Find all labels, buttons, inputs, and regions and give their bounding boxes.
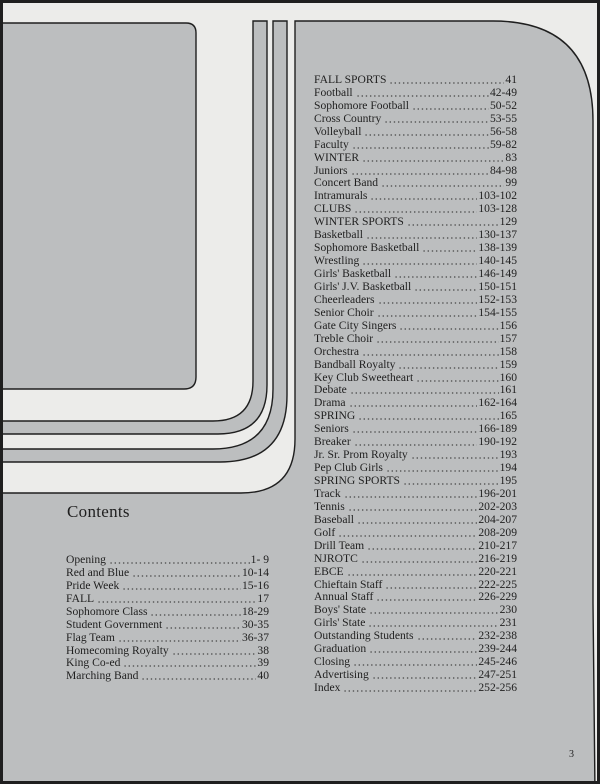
toc-entry — [314, 294, 517, 307]
toc-entry-label: Closing — [314, 655, 351, 669]
contents-list-right — [314, 74, 517, 695]
toc-entry-label: Seniors — [314, 422, 349, 436]
toc-entry-pages: 150-151 — [478, 279, 517, 293]
toc-entry-pages: 195 — [499, 474, 517, 488]
dot-leader — [389, 82, 504, 84]
toc-entry-label: Opening — [66, 552, 106, 566]
toc-entry-label: Orchestra — [314, 344, 360, 358]
toc-entry-pages: 193 — [499, 448, 517, 462]
toc-entry-label: EBCE — [314, 564, 344, 578]
dot-leader — [141, 678, 256, 680]
toc-entry — [314, 74, 517, 87]
page-number: 3 — [569, 749, 574, 760]
toc-entry-pages: 99 — [505, 176, 517, 190]
toc-entry-label: Girls' J.V. Basketball — [314, 279, 412, 293]
toc-entry — [314, 488, 517, 501]
dot-leader — [362, 263, 477, 265]
dot-leader — [364, 134, 488, 136]
dot-leader — [109, 562, 250, 564]
toc-entry-label: Key Club Sweetheart — [314, 370, 414, 384]
dot-leader — [368, 625, 498, 627]
dot-leader — [366, 237, 477, 239]
toc-entry-pages: 39 — [257, 656, 269, 670]
toc-entry — [66, 593, 269, 606]
dot-leader — [347, 574, 478, 576]
toc-entry-pages: 247-251 — [478, 668, 517, 682]
toc-entry-pages: 222-225 — [478, 577, 517, 591]
toc-entry-pages: 1- 9 — [250, 552, 269, 566]
toc-entry-label: Outstanding Students — [314, 629, 414, 643]
toc-entry — [66, 670, 269, 683]
toc-entry — [314, 113, 517, 126]
toc-entry-label: Breaker — [314, 435, 351, 449]
toc-entry-label: Sophomore Basketball — [314, 241, 420, 255]
toc-entry-label: Index — [314, 681, 341, 695]
toc-entry — [314, 359, 517, 372]
toc-entry-pages: 36-37 — [241, 630, 269, 644]
dot-leader — [352, 147, 489, 149]
toc-entry-label: Chieftain Staff — [314, 577, 383, 591]
toc-entry-pages: 53-55 — [489, 111, 517, 125]
dot-leader — [416, 380, 498, 382]
toc-entry-label: Gate City Singers — [314, 318, 397, 332]
toc-entry-pages: 196-201 — [478, 486, 517, 500]
toc-entry-pages: 230 — [499, 603, 517, 617]
toc-entry-label: Bandball Royalty — [314, 357, 396, 371]
toc-entry-label: Red and Blue — [66, 565, 130, 579]
toc-entry-pages: 83 — [505, 150, 517, 164]
toc-entry-label: Basketball — [314, 228, 363, 242]
toc-entry-pages: 190-192 — [478, 435, 517, 449]
toc-entry-pages: 165 — [499, 409, 517, 423]
dot-leader — [361, 561, 478, 563]
toc-entry-label: Annual Staff — [314, 590, 374, 604]
dot-leader — [399, 328, 498, 330]
dot-leader — [417, 638, 478, 640]
toc-entry-pages: 202-203 — [478, 499, 517, 513]
toc-entry-label: Graduation — [314, 642, 367, 656]
toc-entry-label: Marching Band — [66, 669, 139, 683]
toc-entry-label: Tennis — [314, 499, 345, 513]
dot-leader — [343, 690, 477, 692]
toc-entry-label: Boys' State — [314, 603, 367, 617]
dot-leader — [344, 496, 478, 498]
toc-entry — [66, 619, 269, 632]
dot-leader — [352, 431, 478, 433]
dot-leader — [385, 587, 477, 589]
toc-entry-pages: 30-35 — [241, 617, 269, 631]
toc-entry — [66, 606, 269, 619]
dot-leader — [350, 392, 499, 394]
toc-entry-pages: 220-221 — [478, 564, 517, 578]
toc-entry-label: WINTER SPORTS — [314, 215, 404, 229]
dot-leader — [377, 315, 478, 317]
toc-entry-label: Advertising — [314, 668, 369, 682]
dot-leader — [354, 211, 477, 213]
toc-entry — [314, 514, 517, 527]
toc-entry-pages: 158 — [499, 344, 517, 358]
toc-entry-label: Track — [314, 486, 341, 500]
toc-entry-label: FALL SPORTS — [314, 72, 387, 86]
toc-entry — [314, 501, 517, 514]
toc-entry-label: Football — [314, 85, 353, 99]
toc-entry-pages: 50-52 — [489, 98, 517, 112]
dot-leader — [362, 354, 499, 356]
dot-leader — [358, 418, 498, 420]
toc-entry-pages: 15-16 — [241, 578, 269, 592]
toc-entry-pages: 140-145 — [478, 254, 517, 268]
dot-leader — [372, 677, 478, 679]
toc-entry-label: SPRING — [314, 409, 356, 423]
dot-leader — [422, 250, 477, 252]
toc-entry — [314, 307, 517, 320]
dot-leader — [384, 121, 489, 123]
toc-entry-label: Golf — [314, 525, 336, 539]
toc-entry-label: NJROTC — [314, 551, 358, 565]
toc-entry-pages: 162-164 — [478, 396, 517, 410]
dot-leader — [165, 627, 241, 629]
toc-entry — [314, 281, 517, 294]
toc-entry-pages: 160 — [499, 370, 517, 384]
dot-leader — [412, 108, 489, 110]
toc-entry-pages: 239-244 — [478, 642, 517, 656]
dot-leader — [348, 509, 478, 511]
toc-entry-label: Girls' State — [314, 616, 366, 630]
toc-entry-pages: 10-14 — [241, 565, 269, 579]
dot-leader — [123, 665, 256, 667]
contents-list-left — [66, 554, 269, 683]
toc-entry-label: Senior Choir — [314, 305, 374, 319]
toc-entry-label: Sophomore Football — [314, 98, 410, 112]
toc-entry — [314, 553, 517, 566]
toc-entry-pages: 56-58 — [489, 124, 517, 138]
toc-entry-pages: 42-49 — [489, 85, 517, 99]
dot-leader — [357, 522, 477, 524]
dot-leader — [97, 601, 256, 603]
toc-entry-label: Pep Club Girls — [314, 461, 383, 475]
toc-entry-label: Faculty — [314, 137, 349, 151]
dot-leader — [351, 173, 489, 175]
dot-leader — [394, 276, 477, 278]
toc-entry-pages: 138-139 — [478, 241, 517, 255]
toc-entry — [314, 87, 517, 100]
dot-leader — [376, 341, 498, 343]
toc-entry-pages: 130-137 — [478, 228, 517, 242]
dot-leader — [407, 224, 499, 226]
toc-entry-label: Cheerleaders — [314, 292, 375, 306]
toc-entry-pages: 208-209 — [478, 525, 517, 539]
toc-entry-pages: 17 — [257, 591, 269, 605]
toc-entry-label: Drill Team — [314, 538, 365, 552]
toc-entry-label: King Co-ed — [66, 656, 121, 670]
toc-entry-label: Pride Week — [66, 578, 120, 592]
toc-entry — [314, 346, 517, 359]
toc-entry-pages: 103-128 — [478, 202, 517, 216]
toc-entry-pages: 204-207 — [478, 512, 517, 526]
photo-placeholder-panel — [3, 23, 196, 389]
dot-leader — [118, 640, 241, 642]
dot-leader — [381, 185, 504, 187]
toc-entry-pages: 166-189 — [478, 422, 517, 436]
toc-entry-label: WINTER — [314, 150, 360, 164]
dot-leader — [349, 405, 478, 407]
toc-entry-pages: 245-246 — [478, 655, 517, 669]
toc-entry-label: CLUBS — [314, 202, 352, 216]
dot-leader — [411, 457, 499, 459]
toc-entry-pages: 152-153 — [478, 292, 517, 306]
toc-entry-label: Treble Choir — [314, 331, 374, 345]
toc-entry-pages: 41 — [505, 72, 517, 86]
toc-entry-label: Juniors — [314, 163, 348, 177]
toc-entry-label: Girls' Basketball — [314, 267, 392, 281]
dot-leader — [362, 160, 504, 162]
toc-entry — [314, 527, 517, 540]
toc-entry — [314, 333, 517, 346]
toc-entry — [66, 632, 269, 645]
toc-entry-pages: 216-219 — [478, 551, 517, 565]
toc-entry-label: Jr. Sr. Prom Royalty — [314, 448, 408, 462]
toc-entry-label: Debate — [314, 383, 347, 397]
toc-entry-label: Volleyball — [314, 124, 362, 138]
dot-leader — [398, 367, 498, 369]
toc-entry-pages: 38 — [257, 643, 269, 657]
dot-leader — [403, 483, 499, 485]
toc-entry-pages: 18-29 — [241, 604, 269, 618]
toc-entry-pages: 84-98 — [489, 163, 517, 177]
toc-entry — [314, 566, 517, 579]
toc-entry-pages: 156 — [499, 318, 517, 332]
dot-leader — [356, 95, 489, 97]
dot-leader — [172, 653, 257, 655]
toc-entry — [314, 152, 517, 165]
toc-entry-pages: 59-82 — [489, 137, 517, 151]
dot-leader — [369, 651, 477, 653]
toc-entry-pages: 252-256 — [478, 681, 517, 695]
toc-entry-label: Baseball — [314, 512, 354, 526]
dot-leader — [414, 289, 477, 291]
toc-entry — [66, 567, 269, 580]
dot-leader — [354, 444, 478, 446]
toc-entry-label: Intramurals — [314, 189, 368, 203]
toc-entry-pages: 226-229 — [478, 590, 517, 604]
toc-entry — [314, 126, 517, 139]
toc-entry-pages: 194 — [499, 461, 517, 475]
dot-leader — [367, 548, 477, 550]
dot-leader — [353, 664, 477, 666]
toc-entry-pages: 157 — [499, 331, 517, 345]
toc-entry — [314, 139, 517, 152]
yearbook-page — [3, 3, 597, 781]
toc-entry — [66, 580, 269, 593]
dot-leader — [369, 612, 499, 614]
dot-leader — [122, 588, 241, 590]
toc-entry — [314, 540, 517, 553]
dot-leader — [378, 302, 478, 304]
dot-leader — [338, 535, 477, 537]
dot-leader — [132, 575, 241, 577]
toc-entry-label: Cross Country — [314, 111, 382, 125]
toc-entry-pages: 161 — [499, 383, 517, 397]
toc-entry-label: Sophomore Class — [66, 604, 148, 618]
toc-entry-pages: 154-155 — [478, 305, 517, 319]
dot-leader — [386, 470, 499, 472]
toc-entry-pages: 231 — [499, 616, 517, 630]
toc-entry — [66, 554, 269, 567]
toc-entry — [314, 100, 517, 113]
contents-heading: Contents — [67, 502, 130, 521]
toc-entry-pages: 146-149 — [478, 267, 517, 281]
toc-entry-pages: 129 — [499, 215, 517, 229]
toc-entry-label: SPRING SPORTS — [314, 474, 400, 488]
toc-entry-pages: 159 — [499, 357, 517, 371]
toc-entry-label: Flag Team — [66, 630, 115, 644]
dot-leader — [370, 198, 477, 200]
toc-entry-pages: 40 — [257, 669, 269, 683]
toc-entry-label: Homecoming Royalty — [66, 643, 169, 657]
toc-entry — [314, 320, 517, 333]
dot-leader — [150, 614, 240, 616]
toc-entry-label: FALL — [66, 591, 95, 605]
dot-leader — [376, 599, 477, 601]
toc-entry-label: Student Government — [66, 617, 163, 631]
toc-entry-pages: 232-238 — [478, 629, 517, 643]
toc-entry — [314, 682, 517, 695]
toc-entry-label: Concert Band — [314, 176, 379, 190]
toc-entry-label: Wrestling — [314, 254, 360, 268]
toc-entry-pages: 103-102 — [478, 189, 517, 203]
toc-entry-pages: 210-217 — [478, 538, 517, 552]
toc-entry-label: Drama — [314, 396, 346, 410]
